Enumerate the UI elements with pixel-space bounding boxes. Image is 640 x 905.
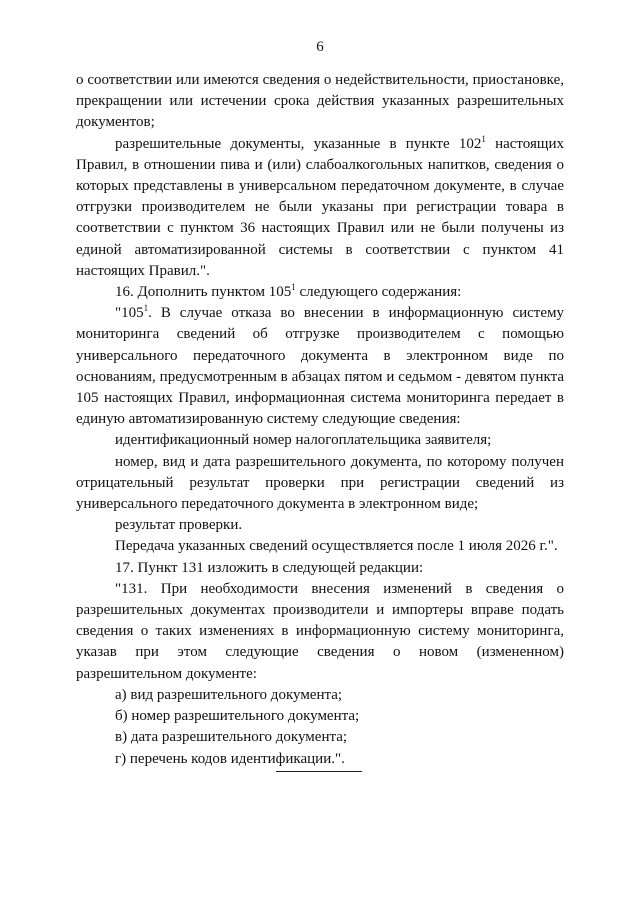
paragraph-text: разрешительные документы, указанные в пункте 102 — [115, 135, 482, 152]
paragraph-text: . В случае отказа во внесении в информационную систему мониторинга сведений об отгрузке производителем с помощью универсального передаточного документа в электронном виде по основаниям, предусмотренным в абзацах пятом и седьмом - девятом пункта 105 настоящих Правил, информационная система мониторинга передает в единую автоматизированную систему следующие сведения: — [76, 305, 564, 428]
list-item-a: а) вид разрешительного документа; — [115, 686, 343, 703]
paragraph-text: настоящих Правил, в отношении пива и (или) слабоалкогольных напитков, сведения о которых представлены в универсальном передаточном документе, в случае отгрузки производителем не были указаны при регистрации товара в соответствии с пунктом 36 настоящих Правил или не были получены из единой автоматизированной системы в соответствии с пунктом 41 настоящих Правил.". — [76, 135, 564, 279]
paragraph-text: 16. Дополнить пунктом 105 — [115, 284, 292, 301]
paragraph-clause-131: "131. При необходимости внесения изменений в сведения о разрешительных документах производители и импортеры вправе подать сведения о таких изменениях в информационную систему мониторинга, указав при этом следующие сведения о новом (измененном) разрешительном документе: — [76, 580, 564, 682]
paragraph-permit-number: номер, вид и дата разрешительного документа, по которому получен отрицательный результат проверки при регистрации сведений из универсального передаточного документа в электронном виде; — [76, 453, 564, 513]
list-item-b: б) номер разрешительного документа; — [115, 708, 360, 725]
paragraph-item-16 — [76, 282, 564, 303]
superscript: 1 — [143, 303, 149, 314]
paragraph-continuation: о соответствии или имеются сведения о недействительности, приостановке, прекращении или истечении срока действия указанных разрешительных документов; — [76, 72, 564, 131]
paragraph-permits-beer — [76, 134, 564, 282]
paragraph-text: "105 — [115, 305, 144, 322]
paragraph-check-result: результат проверки. — [115, 517, 243, 534]
document-body — [76, 70, 564, 770]
paragraph-inn: идентификационный номер налогоплательщика заявителя; — [115, 432, 492, 449]
superscript: 1 — [481, 133, 486, 144]
page-number: 6 — [316, 39, 324, 55]
end-divider — [276, 771, 362, 772]
paragraph-clause-105-1 — [76, 303, 564, 430]
paragraph-item-17: 17. Пункт 131 изложить в следующей редакции: — [115, 559, 424, 576]
list-item-c: в) дата разрешительного документа; — [115, 729, 348, 746]
superscript: 1 — [291, 282, 296, 293]
paragraph-text: следующего содержания: — [295, 284, 462, 301]
list-item-d: г) перечень кодов идентификации.". — [115, 750, 345, 767]
paragraph-transfer-date: Передача указанных сведений осуществляется после 1 июля 2026 г.". — [115, 538, 558, 555]
